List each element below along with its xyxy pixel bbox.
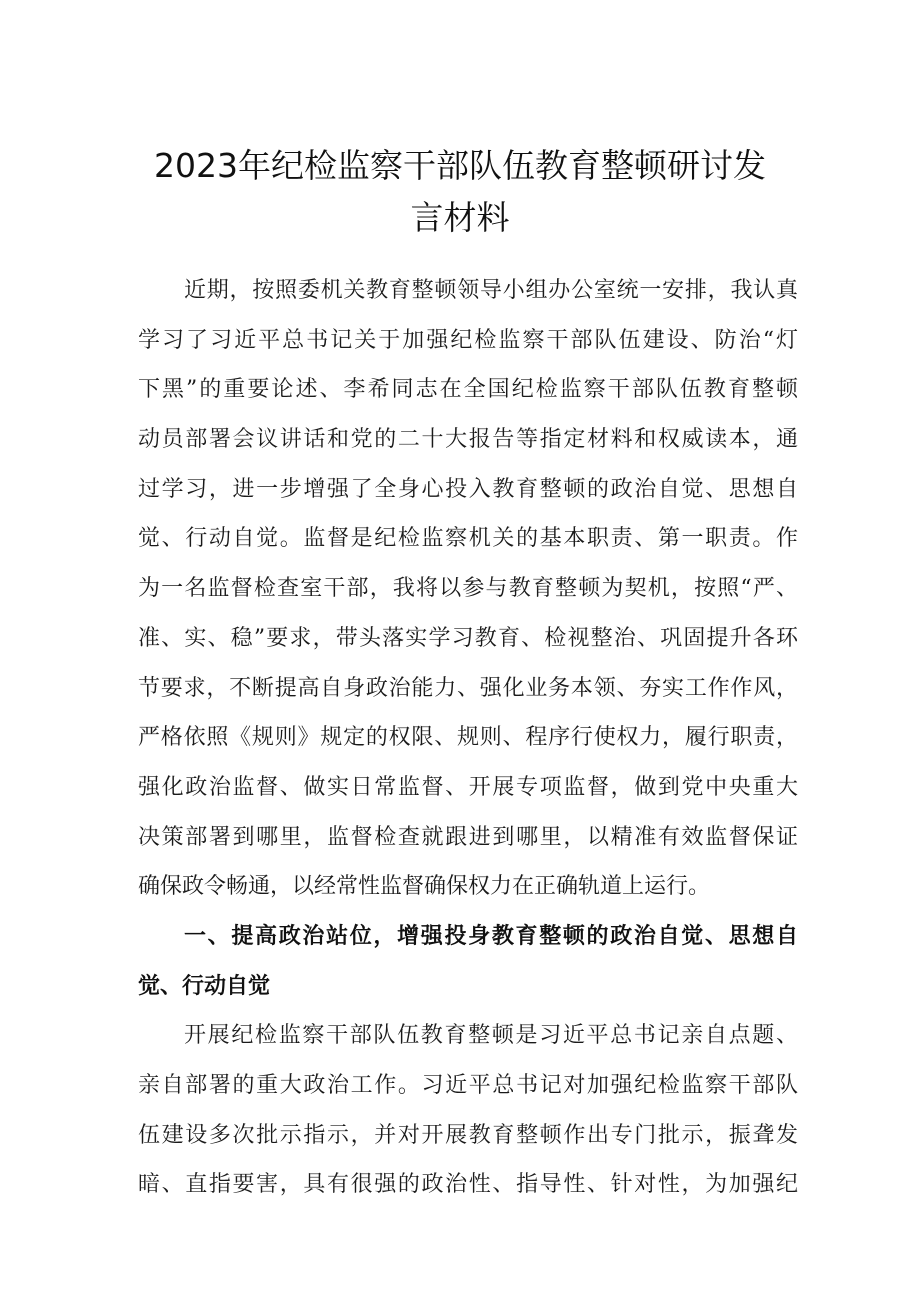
paragraph-line: 节要求，不断提高自身政治能力、强化业务本领、夯实工作作风， (138, 675, 798, 701)
paragraph-intro (138, 266, 798, 912)
paragraph-line: 动员部署会议讲话和党的二十大报告等指定材料和权威读本，通 (138, 427, 798, 453)
paragraph-line: 过学习，进一步增强了全身心投入教育整顿的政治自觉、思想自 (138, 476, 798, 502)
paragraph-line: 决策部署到哪里，监督检查就跟进到哪里，以精准有效监督保证 (138, 824, 798, 850)
title-line: 言材料 (410, 198, 510, 237)
paragraph-line: 觉、行动自觉。监督是纪检监察机关的基本职责、第一职责。作 (138, 526, 798, 552)
paragraph-line: 为一名监督检查室干部，我将以参与教育整顿为契机，按照“严、 (138, 576, 798, 602)
paragraph-line: 准、实、稳”要求，带头落实学习教育、检视整治、巩固提升各环 (138, 625, 798, 651)
paragraph-line: 伍建设多次批示指示，并对开展教育整顿作出专门批示，振聋发 (138, 1122, 798, 1148)
paragraph-line: 强化政治监督、做实日常监督、开展专项监督，做到党中央重大 (138, 774, 798, 800)
heading-line: 一、提高政治站位，增强投身教育整顿的政治自觉、思想自 (184, 923, 798, 949)
paragraph-line: 学习了习近平总书记关于加强纪检监察干部队伍建设、防治“灯 (138, 327, 798, 353)
document-title (130, 140, 790, 244)
paragraph-line: 确保政令畅通，以经常性监督确保权力在正确轨道上运行。 (138, 874, 711, 900)
section-heading-1 (138, 912, 798, 1011)
paragraph-line: 下黑”的重要论述、李希同志在全国纪检监察干部队伍教育整顿 (138, 377, 798, 403)
paragraph-line: 严格依照《规则》规定的权限、规则、程序行使权力，履行职责， (138, 725, 798, 751)
paragraph-line: 开展纪检监察干部队伍教育整顿是习近平总书记亲自点题、 (184, 1023, 798, 1049)
document-body (138, 266, 798, 1210)
paragraph-line: 亲自部署的重大政治工作。习近平总书记对加强纪检监察干部队 (138, 1073, 798, 1098)
paragraph-section-1 (138, 1011, 798, 1210)
heading-line: 觉、行动自觉 (138, 973, 271, 999)
paragraph-line: 暗、直指要害，具有很强的政治性、指导性、针对性，为加强纪 (138, 1172, 798, 1198)
paragraph-line: 近期，按照委机关教育整顿领导小组办公室统一安排，我认真 (184, 278, 798, 303)
title-line: 2023年纪检监察干部队伍教育整顿研讨发 (154, 146, 766, 185)
